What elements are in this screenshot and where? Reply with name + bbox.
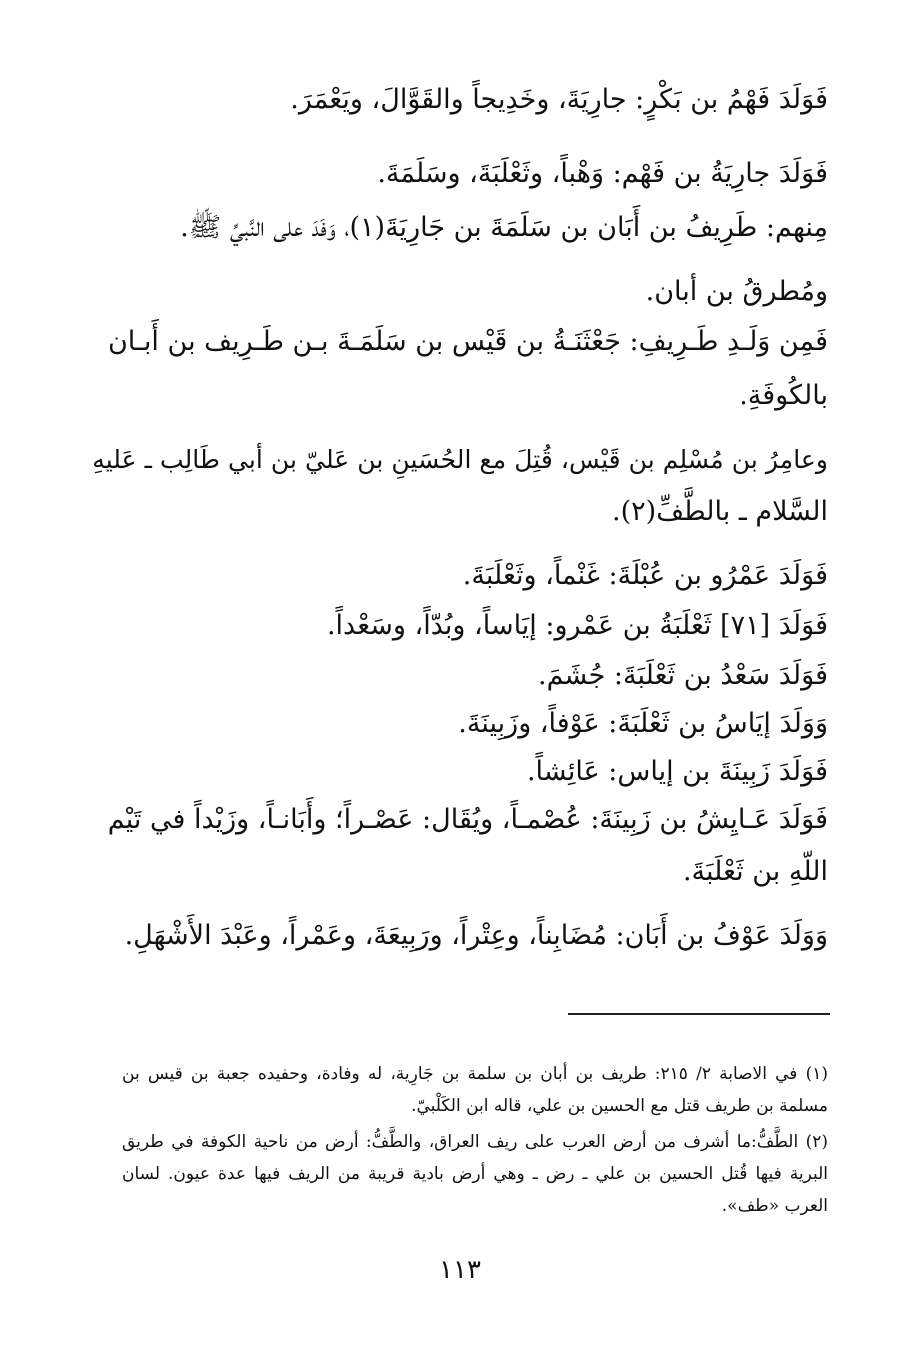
body-line-5: فَمِن وَلَـدِ طَـرِيفِ: جَعْثَنَـةُ بن قَيْس بن سَلَمَـةَ بـن طَـرِيف بن أَبـان: [107, 326, 828, 357]
body-line-2: فَوَلَدَ جارِيَةُ بن فَهْم: وَهْباً، وثَعْلَبَةَ، وسَلَمَةَ.: [377, 158, 828, 189]
body-line-8: السَّلام ـ بالطَّفِّ(٢).: [612, 496, 828, 527]
body-line-16: وَوَلَدَ عَوْفُ بن أَبَان: مُضَابِناً، وعِتْراً، ورَبِيعَةَ، وعَمْراً، وعَبْدَ الأَشْهَلِ.: [124, 920, 828, 951]
body-line-13: فَوَلَدَ زَبِينَةَ بن إياس: عَائِشاً.: [526, 756, 828, 787]
body-line-12: وَوَلَدَ إيَاسُ بن ثَعْلَبَةَ: عَوْفاً، وزَبِينَةَ.: [458, 708, 828, 739]
body-line-6: بالكُوفَةِ.: [739, 380, 828, 411]
footnote-2-line-2: البرية فيها قُتل الحسين بن علي ـ رض ـ وهي أرض بادية قريبة من الريف فيها عدة عيون. لسان: [122, 1164, 828, 1184]
body-line-1: فَوَلَدَ فَهْمُ بن بَكْرٍ: جارِيَةَ، وخَدِيجاً والقَوَّالَ، ويَعْمَرَ.: [290, 84, 828, 115]
body-line-14: فَوَلَدَ عَـايِشُ بن زَبِينَةَ: عُصْمـاً، ويُقَال: عَصْـراً؛ وأَبَانـاً، وزَيْداً في تَيْم: [107, 804, 828, 835]
body-line-15: اللّهِ بن ثَعْلَبَةَ.: [682, 856, 828, 887]
page-number: ١١٣: [439, 1255, 481, 1285]
footnote-1-line-1: (١) في الاصابة ٢/ ٢١٥: طريف بن أبان بن سلمة بن جَارِية، له وفادة، وحفيده جعبة بن قيس بن: [122, 1064, 828, 1084]
footnote-1-line-2: مسلمة بن طريف قتل مع الحسين بن علي، قاله ابن الكَلْبيّ.: [411, 1096, 828, 1116]
body-line-4: ومُطرقُ بن أبان.: [645, 276, 828, 307]
body-line-3: مِنهم: طَرِيفُ بن أَبَان بن سَلَمَةَ بن جَارِيَةَ(١)، وَفَدَ على النَّبيِّ ﷺ.: [180, 212, 828, 243]
footnote-2-line-1: (٢) الطَّفُّ:ما أشرف من أرض العرب على ريف العراق، والطَّفُّ: أرض من ناحية الكوفة في طريق: [122, 1132, 828, 1152]
body-line-7: وعامِرُ بن مُسْلِم بن قَيْس، قُتِلَ مع الحُسَينِ بن عَليّ بن أبي طَالِب ـ عَليهِ: [92, 445, 828, 474]
body-line-9: فَوَلَدَ عَمْرُو بن عُبْلَةَ: غَنْماً، وثَعْلَبَةَ.: [462, 560, 828, 591]
body-line-11: فَوَلَدَ سَعْدُ بن ثَعْلَبَةَ: جُشَمَ.: [538, 660, 828, 691]
footnote-2-line-3: العرب «طف».: [721, 1196, 828, 1216]
body-line-10: فَوَلَدَ [٧١] ثَعْلَبَةُ بن عَمْرو: إيَاساً، وبُدّاً، وسَعْداً.: [326, 610, 828, 641]
footnote-separator: [568, 1013, 830, 1015]
